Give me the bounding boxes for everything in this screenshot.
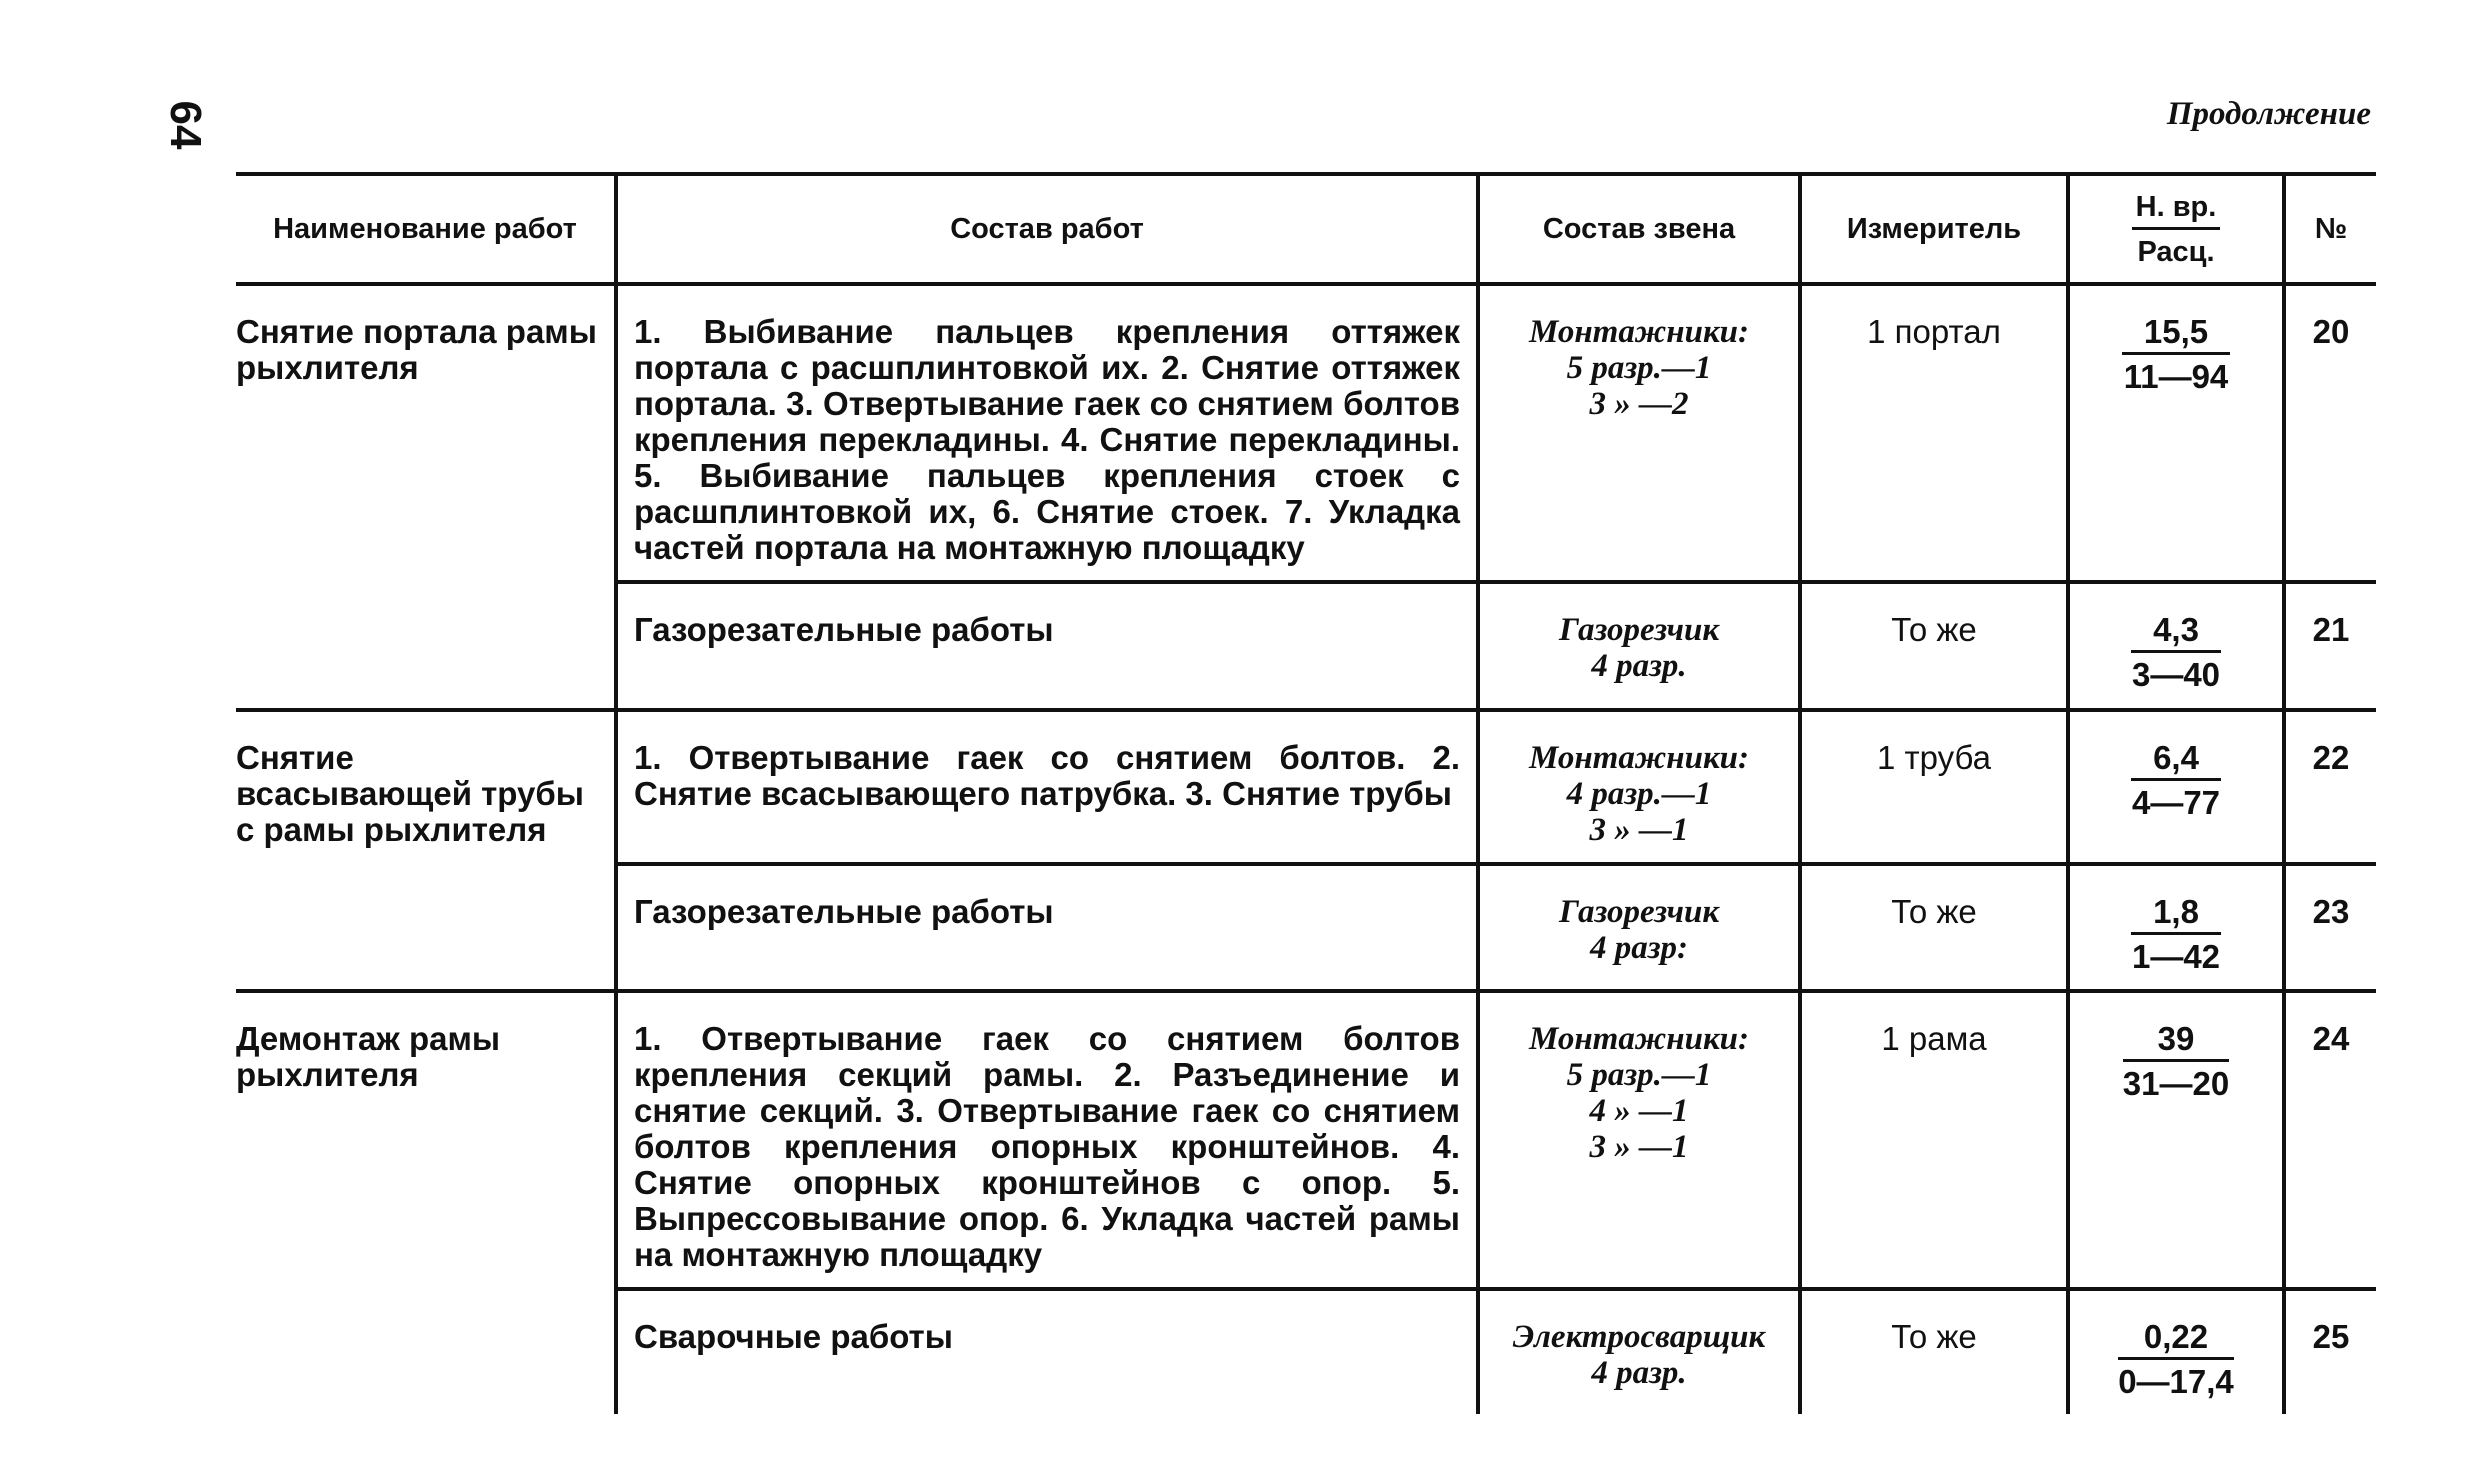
unit-measure: 1 труба: [1800, 710, 2068, 864]
rate-fraction: [2068, 582, 2284, 710]
crew-composition: Монтажники: 5 разр.—1 4 » —1 3 » —1: [1478, 991, 1800, 1289]
work-composition: 1. Отвертывание гаек со снятием болтов. 2. Снятие всасывающего патрубка. 3. Снятие трубы: [616, 710, 1478, 864]
rate-fraction: [2068, 991, 2284, 1289]
norm-time: 39: [2123, 1021, 2229, 1062]
crew-composition: Газорезчик 4 разр.: [1478, 582, 1800, 710]
header-row: [236, 174, 2376, 284]
unit-measure: 1 портал: [1800, 284, 2068, 582]
header-rate-price: Расц.: [2137, 235, 2215, 268]
header-rate: [2068, 174, 2284, 284]
norm-time: 15,5: [2122, 314, 2230, 355]
unit-measure: 1 рама: [1800, 991, 2068, 1289]
crew-composition: Электросварщик 4 разр.: [1478, 1289, 1800, 1414]
table-row: [236, 710, 2376, 864]
price-rate: 1—42: [2131, 938, 2221, 975]
work-composition: Газорезательные работы: [616, 582, 1478, 710]
header-unit: Измеритель: [1800, 174, 2068, 284]
work-name: Демонтаж рамы рыхлителя: [236, 991, 616, 1414]
rate-fraction: [2068, 864, 2284, 991]
work-composition: Газорезательные работы: [616, 864, 1478, 991]
price-rate: 11—94: [2123, 358, 2229, 395]
row-number: 22: [2284, 710, 2376, 864]
table-row: [236, 284, 2376, 582]
unit-measure: То же: [1800, 1289, 2068, 1414]
row-number: 25: [2284, 1289, 2376, 1414]
crew-composition: Монтажники: 4 разр.—1 3 » —1: [1478, 710, 1800, 864]
unit-measure: То же: [1800, 864, 2068, 991]
unit-measure: То же: [1800, 582, 2068, 710]
crew-composition: Газорезчик 4 разр:: [1478, 864, 1800, 991]
work-name: Снятие портала рамы рыхлителя: [236, 284, 616, 710]
price-rate: 4—77: [2131, 784, 2221, 821]
table-row: [236, 991, 2376, 1289]
row-number: 20: [2284, 284, 2376, 582]
price-rate: 31—20: [2122, 1065, 2230, 1102]
work-composition: Сварочные работы: [616, 1289, 1478, 1414]
norm-time: 6,4: [2131, 740, 2221, 781]
norm-time: 0,22: [2118, 1319, 2234, 1360]
norm-time: 4,3: [2131, 612, 2221, 653]
price-rate: 3—40: [2131, 656, 2221, 693]
row-number: 21: [2284, 582, 2376, 710]
header-rate-norm: Н. вр.: [2132, 189, 2221, 230]
price-rate: 0—17,4: [2118, 1363, 2234, 1400]
work-name: Снятие всасывающей трубы с рамы рыхлителя: [236, 710, 616, 991]
header-number: №: [2284, 174, 2376, 284]
norms-table: [236, 172, 2376, 1414]
row-number: 24: [2284, 991, 2376, 1289]
header-composition: Состав работ: [616, 174, 1478, 284]
norm-time: 1,8: [2131, 894, 2221, 935]
work-composition: 1. Выбивание пальцев крепления оттяжек портала с расшплинтовкой их. 2. Снятие оттяжек портала. 3. Отвертывание гаек со снятием болтов крепления перекладины. 4. Снятие перекладины. 5. Выбивание пальцев крепления стоек с расшплинтовкой их, 6. Снятие стоек. 7. Укладка частей портала на монтажную площадку: [616, 284, 1478, 582]
work-composition: 1. Отвертывание гаек со снятием болтов крепления секций рамы. 2. Разъединение и снятие секций. 3. Отвертывание гаек со снятием болтов крепления опорных кронштейнов. 4. Снятие опорных кронштейнов с опор. 5. Выпрессовывание опор. 6. Укладка частей рамы на монтажную площадку: [616, 991, 1478, 1289]
rate-fraction: [2068, 710, 2284, 864]
continuation-label: Продолжение: [2166, 96, 2371, 132]
header-name: Наименование работ: [236, 174, 616, 284]
row-number: 23: [2284, 864, 2376, 991]
rate-fraction: [2068, 284, 2284, 582]
rate-fraction: [2068, 1289, 2284, 1414]
page-number: 64: [161, 100, 210, 150]
crew-composition: Монтажники: 5 разр.—1 3 » —2: [1478, 284, 1800, 582]
header-crew: Состав звена: [1478, 174, 1800, 284]
